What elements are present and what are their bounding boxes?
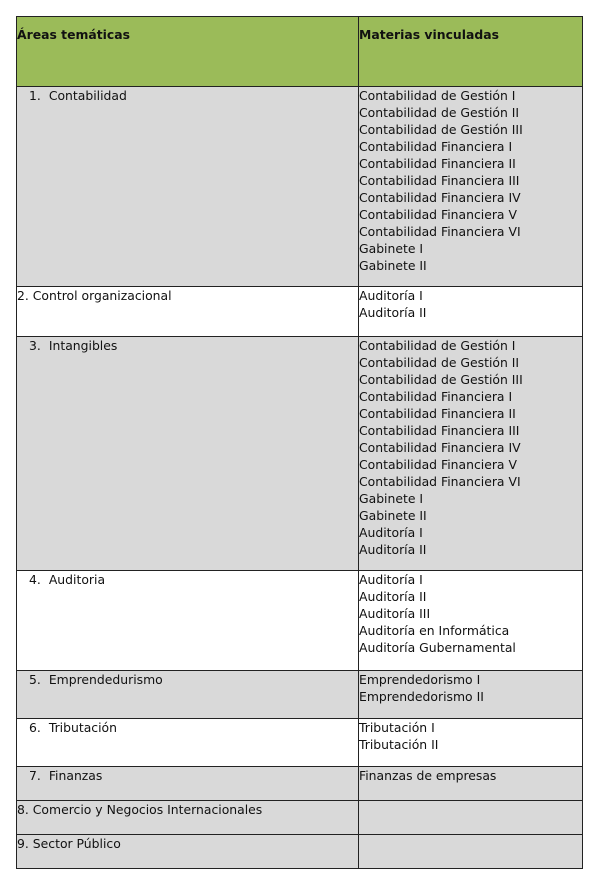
subject-item: Gabinete I <box>359 491 424 506</box>
subject-item: Auditoría II <box>359 542 427 557</box>
subject-item: Tributación II <box>359 737 439 752</box>
subject-item: Auditoría Gubernamental <box>359 640 516 655</box>
subject-item: Contabilidad Financiera VI <box>359 224 521 239</box>
table-row <box>17 835 583 869</box>
area-number: 8. <box>17 802 29 817</box>
subject-item: Contabilidad Financiera I <box>359 139 513 154</box>
subject-item: Contabilidad Financiera I <box>359 389 513 404</box>
area-number: 7. <box>29 768 41 783</box>
table-row <box>17 87 583 287</box>
subject-list <box>359 87 582 274</box>
subject-item: Auditoría I <box>359 525 423 540</box>
area-number: 3. <box>29 338 41 353</box>
subject-item: Contabilidad de Gestión I <box>359 338 516 353</box>
subject-item: Auditoría I <box>359 288 423 303</box>
subject-item: Contabilidad Financiera II <box>359 406 516 421</box>
subject-item: Finanzas de empresas <box>359 768 497 783</box>
subjects-cell <box>359 767 583 801</box>
subjects-cell <box>359 571 583 671</box>
subject-item: Contabilidad Financiera III <box>359 173 520 188</box>
subject-list <box>359 719 582 753</box>
area-name: Intangibles <box>48 338 118 353</box>
subject-item: Contabilidad de Gestión III <box>359 122 523 137</box>
area-name: Tributación <box>48 720 117 735</box>
table-row <box>17 671 583 719</box>
table-row <box>17 767 583 801</box>
subject-item: Contabilidad Financiera IV <box>359 440 521 455</box>
table-row <box>17 571 583 671</box>
area-name: Auditoria <box>48 572 106 587</box>
header-area: Áreas temáticas <box>17 17 359 87</box>
area-cell <box>17 287 359 337</box>
subject-list <box>359 337 582 558</box>
table-row <box>17 287 583 337</box>
table-row <box>17 719 583 767</box>
subjects-cell <box>359 671 583 719</box>
area-number: 5. <box>29 672 41 687</box>
subject-item: Auditoría II <box>359 305 427 320</box>
subject-item: Contabilidad Financiera V <box>359 457 517 472</box>
subject-item: Contabilidad de Gestión I <box>359 88 516 103</box>
area-number: 2. <box>17 288 29 303</box>
subject-item: Contabilidad de Gestión III <box>359 372 523 387</box>
subject-item: Auditoría III <box>359 606 431 621</box>
subjects-cell <box>359 87 583 287</box>
subject-item: Auditoría en Informática <box>359 623 510 638</box>
subject-item: Tributación I <box>359 720 435 735</box>
area-cell <box>17 767 359 801</box>
subject-list <box>359 767 582 784</box>
subject-item: Contabilidad Financiera IV <box>359 190 521 205</box>
area-number: 6. <box>29 720 41 735</box>
subject-item: Auditoría II <box>359 589 427 604</box>
subject-list <box>359 671 582 705</box>
subject-list <box>359 571 582 656</box>
subject-item: Contabilidad Financiera V <box>359 207 517 222</box>
subject-item: Contabilidad Financiera III <box>359 423 520 438</box>
subject-item: Contabilidad de Gestión II <box>359 355 520 370</box>
subject-item: Gabinete II <box>359 258 427 273</box>
subject-item: Emprendedorismo I <box>359 672 481 687</box>
header-row <box>17 17 583 87</box>
subjects-cell <box>359 337 583 571</box>
table-row <box>17 337 583 571</box>
areas-table <box>16 16 583 869</box>
area-name: Sector Público <box>32 836 121 851</box>
table-row <box>17 801 583 835</box>
area-cell <box>17 671 359 719</box>
header-materias: Materias vinculadas <box>359 17 583 87</box>
subject-item: Auditoría I <box>359 572 423 587</box>
area-cell <box>17 337 359 571</box>
area-cell <box>17 835 359 869</box>
area-name: Comercio y Negocios Internacionales <box>32 802 263 817</box>
area-number: 9. <box>17 836 29 851</box>
area-name: Finanzas <box>48 768 103 783</box>
subject-item: Gabinete I <box>359 241 424 256</box>
subjects-cell <box>359 287 583 337</box>
area-cell <box>17 571 359 671</box>
subject-list <box>359 287 582 321</box>
area-name: Emprendedurismo <box>48 672 163 687</box>
area-number: 1. <box>29 88 41 103</box>
subjects-cell <box>359 835 583 869</box>
subject-item: Contabilidad Financiera II <box>359 156 516 171</box>
area-cell <box>17 801 359 835</box>
subject-item: Gabinete II <box>359 508 427 523</box>
subjects-cell <box>359 719 583 767</box>
area-name: Control organizacional <box>32 288 172 303</box>
subject-item: Contabilidad de Gestión II <box>359 105 520 120</box>
subject-item: Contabilidad Financiera VI <box>359 474 521 489</box>
subject-item: Emprendedorismo II <box>359 689 484 704</box>
area-cell <box>17 87 359 287</box>
area-cell <box>17 719 359 767</box>
area-name: Contabilidad <box>48 88 127 103</box>
subjects-cell <box>359 801 583 835</box>
area-number: 4. <box>29 572 41 587</box>
